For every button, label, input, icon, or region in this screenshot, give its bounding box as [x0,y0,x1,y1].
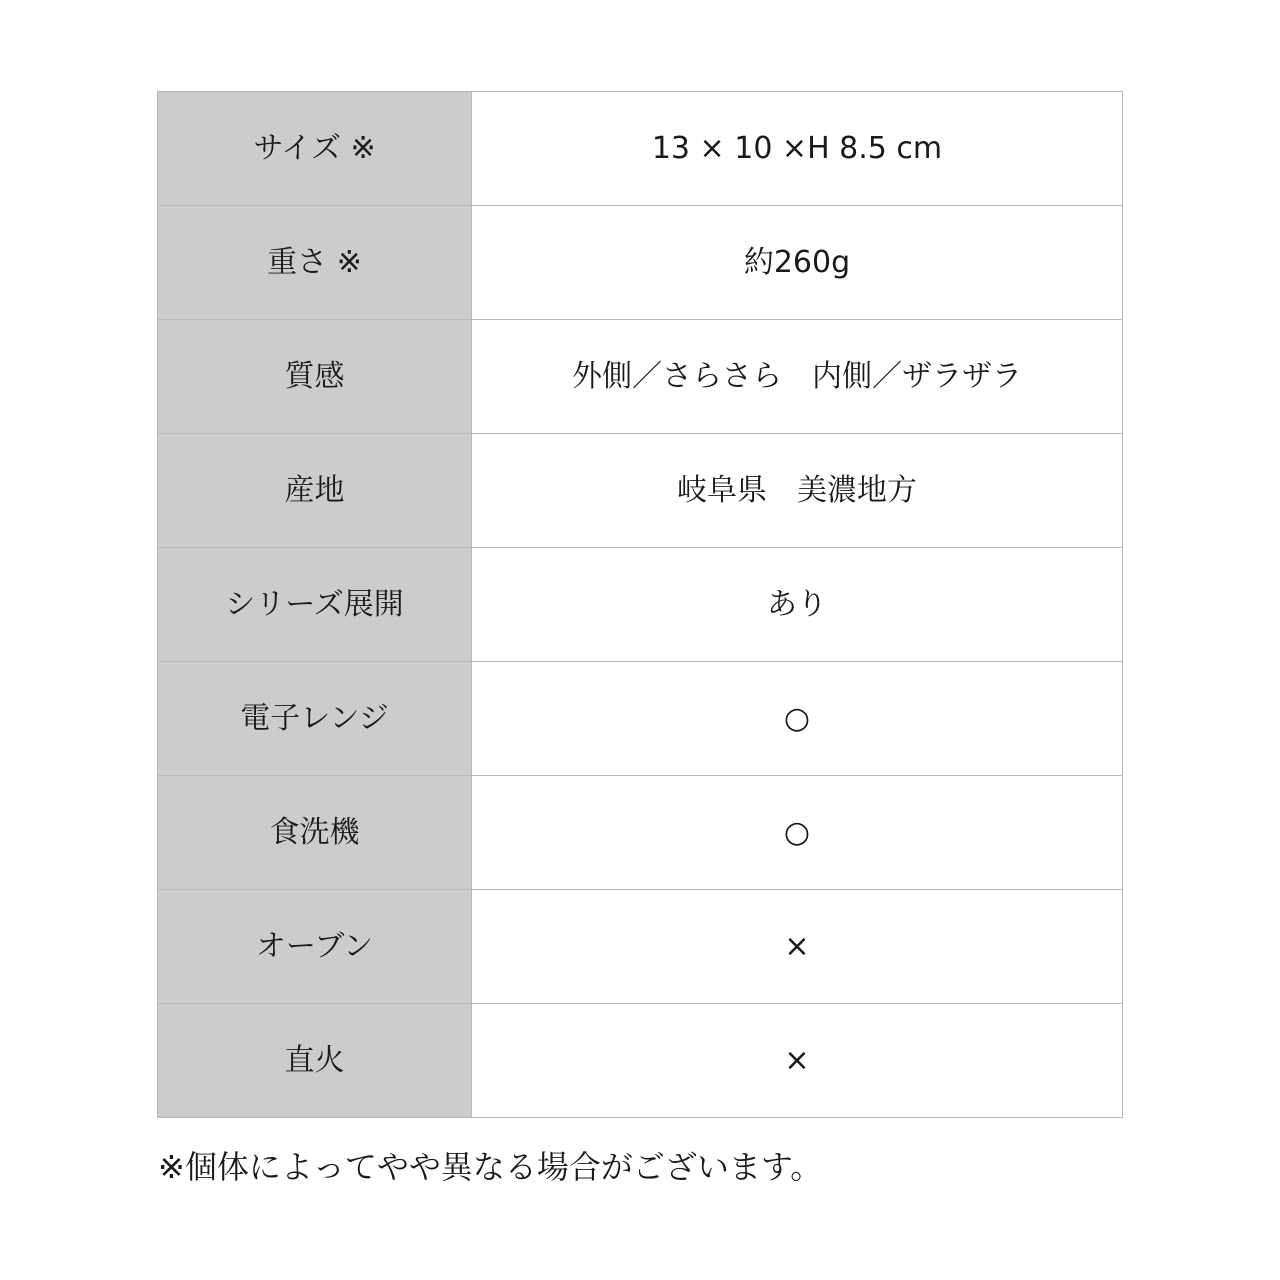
table-row [158,320,1123,434]
spec-value-oven: × [472,890,1123,1004]
spec-value-direct-fire: × [472,1004,1123,1118]
table-row [158,776,1123,890]
table-row [158,206,1123,320]
spec-value-series: あり [472,548,1123,662]
spec-label-direct-fire: 直火 [158,1004,472,1118]
table-row [158,1004,1123,1118]
spec-label-oven: オーブン [158,890,472,1004]
spec-table [157,91,1123,1118]
table-row [158,662,1123,776]
spec-value-texture: 外側／さらさら 内側／ザラザラ [472,320,1123,434]
spec-value-weight: 約260g [472,206,1123,320]
spec-value-microwave: ○ [472,662,1123,776]
spec-label-weight: 重さ ※ [158,206,472,320]
spec-value-origin: 岐阜県 美濃地方 [472,434,1123,548]
footnote: ※個体によってやや異なる場合がございます。 [158,1148,823,1186]
table-row [158,434,1123,548]
spec-label-origin: 産地 [158,434,472,548]
table-row [158,548,1123,662]
table-row [158,92,1123,206]
spec-label-series: シリーズ展開 [158,548,472,662]
spec-value-size: 13 × 10 ×H 8.5 cm [472,92,1123,206]
spec-value-dishwasher: ○ [472,776,1123,890]
spec-label-microwave: 電子レンジ [158,662,472,776]
spec-label-dishwasher: 食洗機 [158,776,472,890]
spec-label-texture: 質感 [158,320,472,434]
spec-label-size: サイズ ※ [158,92,472,206]
table-row [158,890,1123,1004]
